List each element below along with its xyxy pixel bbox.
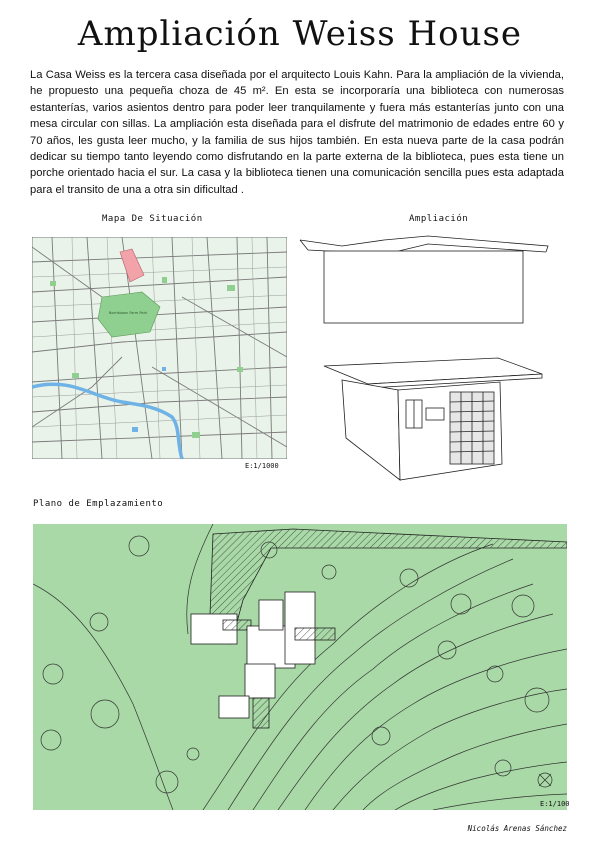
perspective-drawing xyxy=(324,358,542,480)
intro-paragraph: La Casa Weiss es la tercera casa diseñada por el arquitecto Louis Kahn. Para la ampliación de la vivienda, he propuesto una pequeña choza de 45 m². En esta se incorporaría una biblioteca con numerosas estanterías, varios asientos dentro para poder leer tranquilamente y fuera más estanterías junto con una mesa circular con sillas. La ampliación esta diseñada para el disfrute del matrimonio de edades entre 60 y 70 años, les gusta leer mucho, y la familia de sus hijos también. En esta nueva parte de la casa podrán dedicar su tiempo tanto leyendo como disfrutando en la parte externa de la biblioteca, pues esta tiene un porche orientado hacia el sur. La casa y la biblioteca tienen una comunicación sencilla pues esta adaptada para el transito de una a otra sin dificultad . xyxy=(30,69,564,196)
map-scale: E:1/1000 xyxy=(245,462,279,470)
site-plan-label: Plano de Emplazamiento xyxy=(33,499,164,509)
site-plan-scale: E:1/100 xyxy=(540,800,570,808)
location-map xyxy=(32,237,287,459)
elevation-drawing xyxy=(300,236,548,323)
site-plan xyxy=(33,524,567,810)
author-signature: Nicolás Arenas Sánchez xyxy=(467,824,567,833)
map-label: Mapa De Situación xyxy=(102,214,203,224)
extension-drawings xyxy=(298,228,554,488)
extension-label: Ampliación xyxy=(409,214,469,224)
park-label: Norristown Farm Park xyxy=(108,311,148,315)
page-title: Ampliación Weiss House xyxy=(77,14,523,54)
